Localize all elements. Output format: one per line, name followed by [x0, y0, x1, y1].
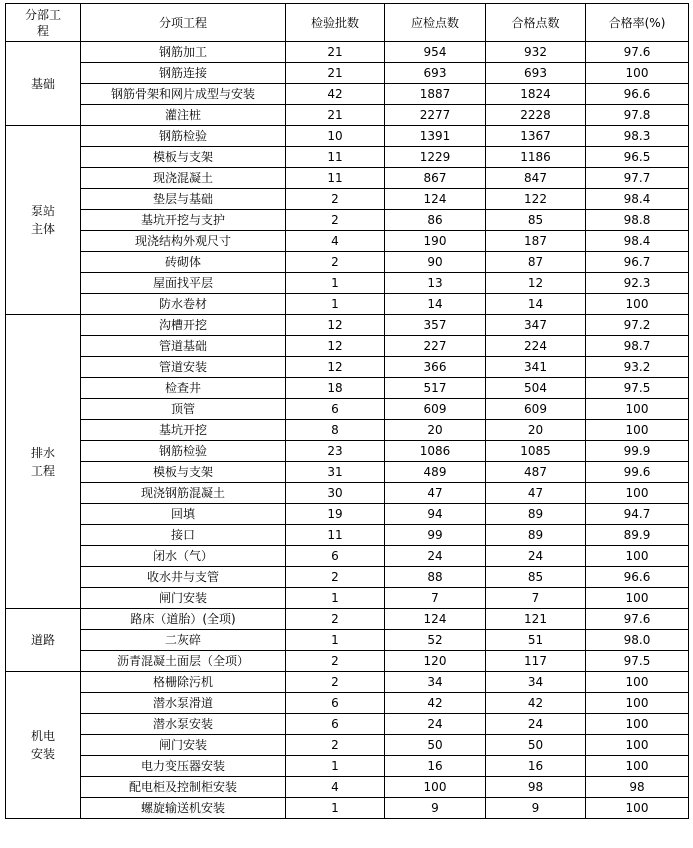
pass-points-cell: 34	[486, 672, 586, 693]
check-points-cell: 94	[385, 504, 486, 525]
batches-cell: 2	[286, 567, 385, 588]
pass-rate-cell: 97.5	[586, 651, 689, 672]
table-row	[6, 525, 689, 546]
check-points-cell: 9	[385, 798, 486, 819]
pass-rate-cell: 100	[586, 546, 689, 567]
batches-cell: 2	[286, 189, 385, 210]
check-points-cell: 86	[385, 210, 486, 231]
table-row	[6, 756, 689, 777]
batches-cell: 42	[286, 84, 385, 105]
item-cell: 潜水泵滑道	[81, 693, 286, 714]
check-points-cell: 517	[385, 378, 486, 399]
table-row	[6, 483, 689, 504]
batches-cell: 4	[286, 777, 385, 798]
check-points-cell: 99	[385, 525, 486, 546]
header-check-points: 应检点数	[385, 4, 486, 42]
check-points-cell: 14	[385, 294, 486, 315]
pass-points-cell: 7	[486, 588, 586, 609]
pass-points-cell: 122	[486, 189, 586, 210]
division-cell: 排水工程	[6, 315, 81, 609]
pass-rate-cell: 96.7	[586, 252, 689, 273]
item-cell: 收水井与支管	[81, 567, 286, 588]
header-division: 分部工程	[6, 4, 81, 42]
table-body	[6, 42, 689, 819]
check-points-cell: 50	[385, 735, 486, 756]
item-cell: 管道安装	[81, 357, 286, 378]
table-row	[6, 378, 689, 399]
item-cell: 格栅除污机	[81, 672, 286, 693]
batches-cell: 31	[286, 462, 385, 483]
batches-cell: 12	[286, 336, 385, 357]
table-row	[6, 567, 689, 588]
table-row	[6, 294, 689, 315]
table-row	[6, 336, 689, 357]
pass-points-cell: 47	[486, 483, 586, 504]
check-points-cell: 954	[385, 42, 486, 63]
batches-cell: 8	[286, 420, 385, 441]
check-points-cell: 2277	[385, 105, 486, 126]
batches-cell: 6	[286, 399, 385, 420]
item-cell: 灌注桩	[81, 105, 286, 126]
check-points-cell: 1229	[385, 147, 486, 168]
pass-points-cell: 89	[486, 504, 586, 525]
item-cell: 检查井	[81, 378, 286, 399]
batches-cell: 10	[286, 126, 385, 147]
item-cell: 基坑开挖与支护	[81, 210, 286, 231]
check-points-cell: 227	[385, 336, 486, 357]
table-row	[6, 693, 689, 714]
check-points-cell: 489	[385, 462, 486, 483]
pass-rate-cell: 96.5	[586, 147, 689, 168]
pass-points-cell: 14	[486, 294, 586, 315]
check-points-cell: 120	[385, 651, 486, 672]
batches-cell: 11	[286, 147, 385, 168]
pass-points-cell: 1186	[486, 147, 586, 168]
pass-rate-cell: 97.6	[586, 42, 689, 63]
pass-rate-cell: 98	[586, 777, 689, 798]
pass-points-cell: 1085	[486, 441, 586, 462]
pass-points-cell: 50	[486, 735, 586, 756]
table-row	[6, 105, 689, 126]
pass-points-cell: 85	[486, 210, 586, 231]
pass-rate-cell: 97.7	[586, 168, 689, 189]
item-cell: 垫层与基础	[81, 189, 286, 210]
check-points-cell: 366	[385, 357, 486, 378]
table-row	[6, 210, 689, 231]
batches-cell: 30	[286, 483, 385, 504]
pass-rate-cell: 94.7	[586, 504, 689, 525]
table-row	[6, 147, 689, 168]
check-points-cell: 100	[385, 777, 486, 798]
table-row	[6, 735, 689, 756]
pass-points-cell: 2228	[486, 105, 586, 126]
division-cell: 泵站主体	[6, 126, 81, 315]
table-row	[6, 42, 689, 63]
table-row	[6, 630, 689, 651]
item-cell: 闸门安装	[81, 588, 286, 609]
item-cell: 管道基础	[81, 336, 286, 357]
batches-cell: 21	[286, 42, 385, 63]
pass-points-cell: 693	[486, 63, 586, 84]
batches-cell: 1	[286, 630, 385, 651]
pass-points-cell: 187	[486, 231, 586, 252]
pass-points-cell: 117	[486, 651, 586, 672]
batches-cell: 2	[286, 252, 385, 273]
check-points-cell: 24	[385, 546, 486, 567]
batches-cell: 1	[286, 588, 385, 609]
table-row	[6, 441, 689, 462]
header-batches: 检验批数	[286, 4, 385, 42]
header-pass-rate: 合格率(%)	[586, 4, 689, 42]
item-cell: 模板与支架	[81, 147, 286, 168]
item-cell: 钢筋连接	[81, 63, 286, 84]
table-row	[6, 126, 689, 147]
pass-points-cell: 1367	[486, 126, 586, 147]
pass-rate-cell: 100	[586, 693, 689, 714]
batches-cell: 2	[286, 735, 385, 756]
pass-points-cell: 932	[486, 42, 586, 63]
check-points-cell: 190	[385, 231, 486, 252]
item-cell: 沟槽开挖	[81, 315, 286, 336]
table-row	[6, 651, 689, 672]
check-points-cell: 24	[385, 714, 486, 735]
pass-rate-cell: 100	[586, 399, 689, 420]
pass-rate-cell: 100	[586, 714, 689, 735]
check-points-cell: 47	[385, 483, 486, 504]
item-cell: 电力变压器安装	[81, 756, 286, 777]
batches-cell: 1	[286, 756, 385, 777]
table-row	[6, 714, 689, 735]
check-points-cell: 124	[385, 609, 486, 630]
check-points-cell: 13	[385, 273, 486, 294]
table-row	[6, 609, 689, 630]
table-row	[6, 273, 689, 294]
pass-points-cell: 20	[486, 420, 586, 441]
division-cell: 基础	[6, 42, 81, 126]
table-row	[6, 672, 689, 693]
header-row	[6, 4, 689, 42]
table-row	[6, 420, 689, 441]
pass-points-cell: 224	[486, 336, 586, 357]
pass-points-cell: 12	[486, 273, 586, 294]
division-cell: 机电安装	[6, 672, 81, 819]
item-cell: 路床（道胎）(全项)	[81, 609, 286, 630]
pass-points-cell: 341	[486, 357, 586, 378]
pass-points-cell: 609	[486, 399, 586, 420]
table-row	[6, 84, 689, 105]
item-cell: 沥青混凝土面层（全项）	[81, 651, 286, 672]
table-row	[6, 231, 689, 252]
pass-rate-cell: 100	[586, 735, 689, 756]
pass-rate-cell: 98.4	[586, 231, 689, 252]
pass-rate-cell: 97.8	[586, 105, 689, 126]
check-points-cell: 1887	[385, 84, 486, 105]
check-points-cell: 1391	[385, 126, 486, 147]
batches-cell: 12	[286, 315, 385, 336]
item-cell: 闭水（气）	[81, 546, 286, 567]
batches-cell: 12	[286, 357, 385, 378]
check-points-cell: 693	[385, 63, 486, 84]
check-points-cell: 16	[385, 756, 486, 777]
table-row	[6, 546, 689, 567]
table-row	[6, 63, 689, 84]
check-points-cell: 867	[385, 168, 486, 189]
table-row	[6, 357, 689, 378]
item-cell: 回填	[81, 504, 286, 525]
batches-cell: 1	[286, 798, 385, 819]
pass-rate-cell: 100	[586, 294, 689, 315]
batches-cell: 2	[286, 210, 385, 231]
item-cell: 钢筋加工	[81, 42, 286, 63]
pass-rate-cell: 100	[586, 672, 689, 693]
item-cell: 钢筋检验	[81, 441, 286, 462]
quality-inspection-table	[5, 3, 689, 819]
division-cell: 道路	[6, 609, 81, 672]
item-cell: 顶管	[81, 399, 286, 420]
pass-rate-cell: 93.2	[586, 357, 689, 378]
pass-rate-cell: 98.8	[586, 210, 689, 231]
check-points-cell: 609	[385, 399, 486, 420]
check-points-cell: 7	[385, 588, 486, 609]
batches-cell: 2	[286, 672, 385, 693]
item-cell: 钢筋骨架和网片成型与安装	[81, 84, 286, 105]
pass-points-cell: 85	[486, 567, 586, 588]
pass-points-cell: 504	[486, 378, 586, 399]
table-row	[6, 798, 689, 819]
pass-rate-cell: 96.6	[586, 567, 689, 588]
check-points-cell: 52	[385, 630, 486, 651]
batches-cell: 6	[286, 714, 385, 735]
batches-cell: 21	[286, 105, 385, 126]
check-points-cell: 1086	[385, 441, 486, 462]
item-cell: 基坑开挖	[81, 420, 286, 441]
pass-points-cell: 16	[486, 756, 586, 777]
pass-rate-cell: 100	[586, 420, 689, 441]
pass-points-cell: 347	[486, 315, 586, 336]
pass-points-cell: 121	[486, 609, 586, 630]
item-cell: 接口	[81, 525, 286, 546]
check-points-cell: 90	[385, 252, 486, 273]
batches-cell: 11	[286, 168, 385, 189]
item-cell: 潜水泵安装	[81, 714, 286, 735]
pass-rate-cell: 98.3	[586, 126, 689, 147]
item-cell: 现浇混凝土	[81, 168, 286, 189]
batches-cell: 6	[286, 693, 385, 714]
batches-cell: 1	[286, 273, 385, 294]
pass-rate-cell: 100	[586, 63, 689, 84]
pass-rate-cell: 99.6	[586, 462, 689, 483]
pass-rate-cell: 97.5	[586, 378, 689, 399]
pass-points-cell: 487	[486, 462, 586, 483]
check-points-cell: 124	[385, 189, 486, 210]
pass-rate-cell: 99.9	[586, 441, 689, 462]
item-cell: 钢筋检验	[81, 126, 286, 147]
check-points-cell: 357	[385, 315, 486, 336]
pass-points-cell: 42	[486, 693, 586, 714]
header-item: 分项工程	[81, 4, 286, 42]
batches-cell: 2	[286, 609, 385, 630]
item-cell: 现浇钢筋混凝土	[81, 483, 286, 504]
item-cell: 配电柜及控制柜安装	[81, 777, 286, 798]
pass-rate-cell: 100	[586, 588, 689, 609]
pass-rate-cell: 98.0	[586, 630, 689, 651]
batches-cell: 4	[286, 231, 385, 252]
check-points-cell: 42	[385, 693, 486, 714]
batches-cell: 18	[286, 378, 385, 399]
item-cell: 防水卷材	[81, 294, 286, 315]
pass-rate-cell: 100	[586, 798, 689, 819]
pass-points-cell: 24	[486, 546, 586, 567]
pass-rate-cell: 97.6	[586, 609, 689, 630]
pass-points-cell: 87	[486, 252, 586, 273]
pass-points-cell: 9	[486, 798, 586, 819]
pass-rate-cell: 96.6	[586, 84, 689, 105]
pass-rate-cell: 98.4	[586, 189, 689, 210]
pass-rate-cell: 100	[586, 756, 689, 777]
pass-points-cell: 89	[486, 525, 586, 546]
check-points-cell: 88	[385, 567, 486, 588]
table-row	[6, 399, 689, 420]
item-cell: 闸门安装	[81, 735, 286, 756]
item-cell: 二灰碎	[81, 630, 286, 651]
pass-points-cell: 1824	[486, 84, 586, 105]
batches-cell: 23	[286, 441, 385, 462]
pass-rate-cell: 100	[586, 483, 689, 504]
table-row	[6, 315, 689, 336]
batches-cell: 11	[286, 525, 385, 546]
item-cell: 模板与支架	[81, 462, 286, 483]
item-cell: 现浇结构外观尺寸	[81, 231, 286, 252]
table-row	[6, 189, 689, 210]
pass-rate-cell: 89.9	[586, 525, 689, 546]
table-row	[6, 588, 689, 609]
table-row	[6, 777, 689, 798]
pass-rate-cell: 98.7	[586, 336, 689, 357]
batches-cell: 19	[286, 504, 385, 525]
pass-points-cell: 24	[486, 714, 586, 735]
batches-cell: 1	[286, 294, 385, 315]
check-points-cell: 20	[385, 420, 486, 441]
item-cell: 螺旋输送机安装	[81, 798, 286, 819]
batches-cell: 21	[286, 63, 385, 84]
pass-points-cell: 98	[486, 777, 586, 798]
batches-cell: 2	[286, 651, 385, 672]
pass-rate-cell: 92.3	[586, 273, 689, 294]
table-row	[6, 252, 689, 273]
batches-cell: 6	[286, 546, 385, 567]
item-cell: 屋面找平层	[81, 273, 286, 294]
header-pass-points: 合格点数	[486, 4, 586, 42]
pass-points-cell: 51	[486, 630, 586, 651]
table-row	[6, 168, 689, 189]
pass-rate-cell: 97.2	[586, 315, 689, 336]
table-row	[6, 504, 689, 525]
pass-points-cell: 847	[486, 168, 586, 189]
check-points-cell: 34	[385, 672, 486, 693]
table-row	[6, 462, 689, 483]
item-cell: 砖砌体	[81, 252, 286, 273]
